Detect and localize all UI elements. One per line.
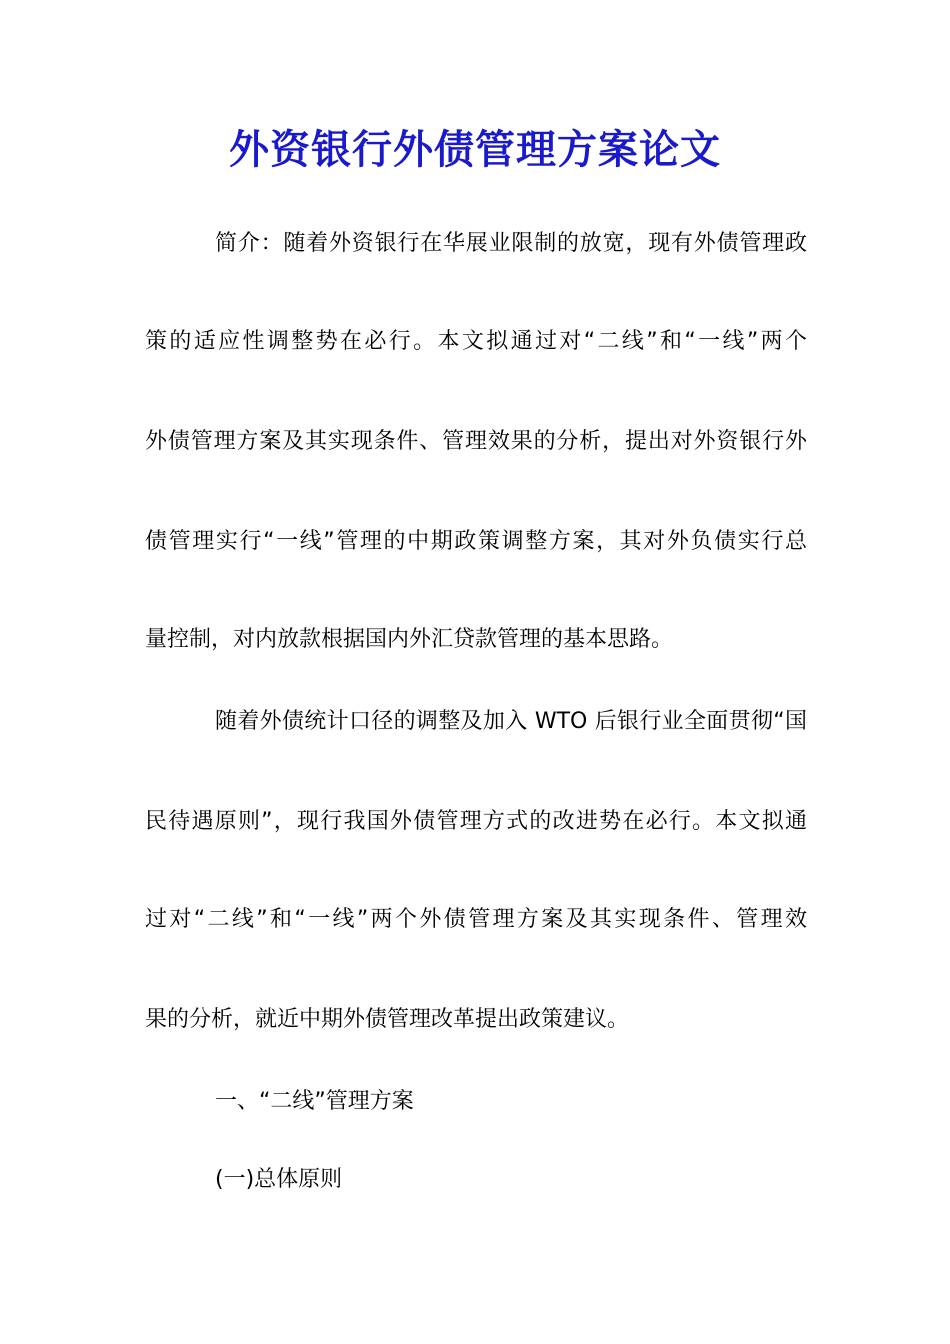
paragraph-line: 过对“二线”和“一线”两个外债管理方案及其实现条件、管理效 xyxy=(145,907,807,932)
paragraph-line: 果的分析，就近中期外债管理改革提出政策建议。 xyxy=(145,1007,630,1032)
document-title: 外资银行外债管理方案论文 xyxy=(229,126,721,173)
paragraph-line: 策的适应性调整势在必行。本文拟通过对“二线”和“一线”两个 xyxy=(145,329,807,354)
paragraph-line: 债管理实行“一线”管理的中期政策调整方案，其对外负债实行总 xyxy=(145,529,807,554)
section-heading: 一、“二线”管理方案 xyxy=(215,1089,414,1114)
paragraph-line: 随着外债统计口径的调整及加入 WTO 后银行业全面贯彻“国 xyxy=(215,709,807,734)
subsection-heading: (一)总体原则 xyxy=(215,1167,343,1192)
paragraph-line: 简介：随着外资银行在华展业限制的放宽，现有外债管理政 xyxy=(215,231,807,256)
paragraph-line: 民待遇原则”，现行我国外债管理方式的改进势在必行。本文拟通 xyxy=(145,809,807,834)
paragraph-line: 量控制，对内放款根据国内外汇贷款管理的基本思路。 xyxy=(145,627,674,652)
paragraph-line: 外债管理方案及其实现条件、管理效果的分析，提出对外资银行外 xyxy=(145,429,807,454)
